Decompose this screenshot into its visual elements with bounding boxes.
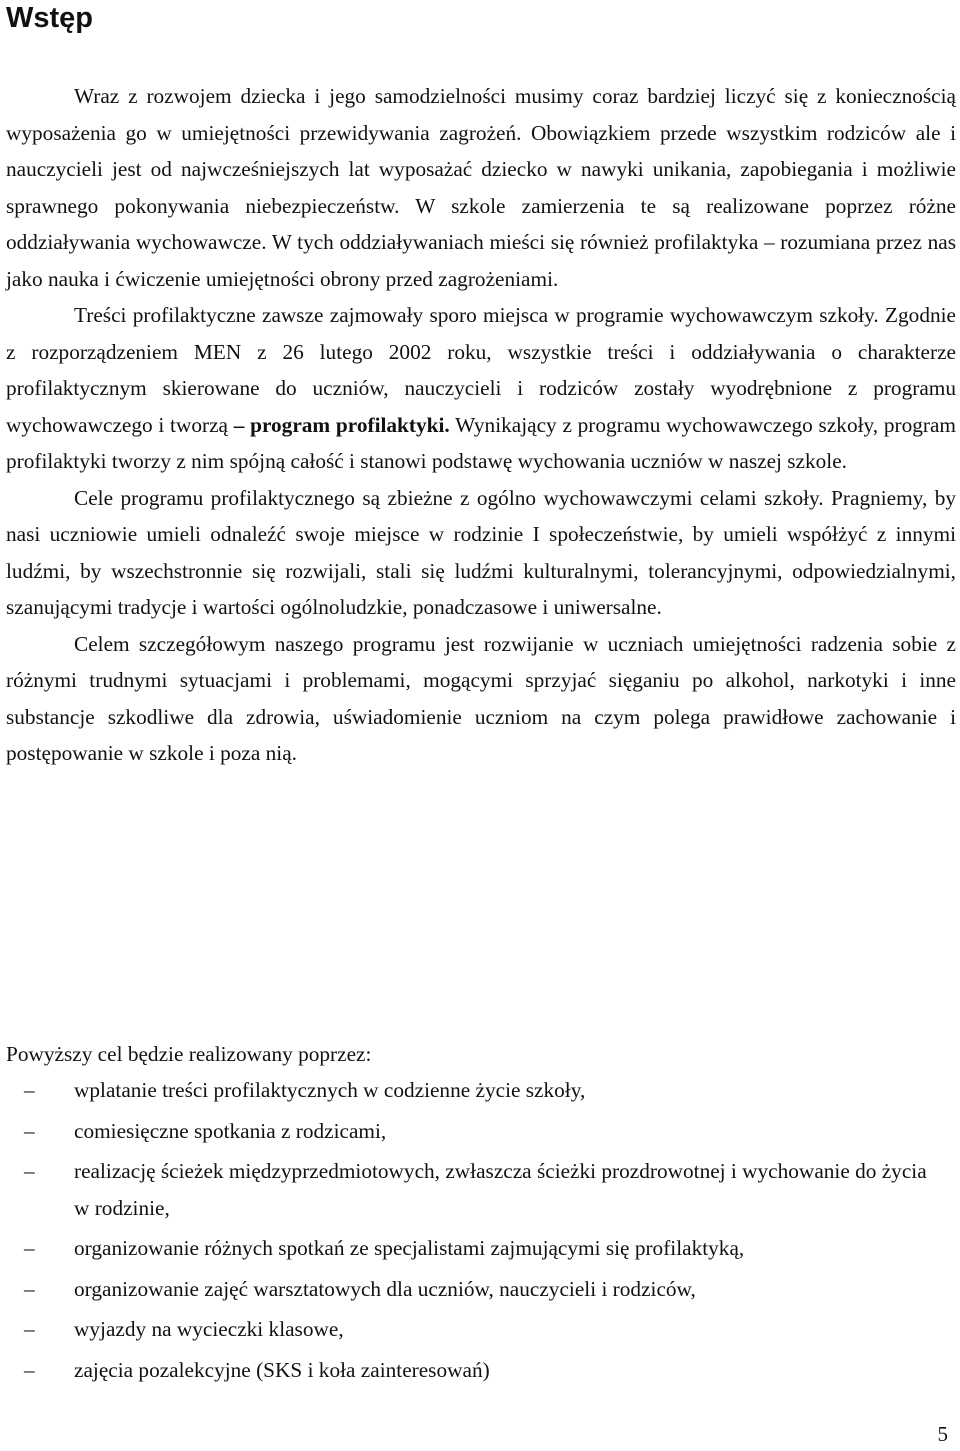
dash-bullet: – (24, 1118, 35, 1143)
list-item-text: organizowanie różnych spotkań ze specjalistami zajmującymi się profilaktyką, (74, 1236, 745, 1260)
dash-bullet: – (24, 1236, 35, 1260)
list-item (6, 1230, 946, 1267)
list-item-text: zajęcia pozalekcyjne (SKS i koła zainteresowań) (74, 1357, 490, 1382)
list-item (6, 1113, 946, 1150)
dash-bullet: – (24, 1159, 35, 1183)
program-profilaktyki-bold: – program profilaktyki. (233, 412, 450, 437)
list-item-text: comiesięczne spotkania z rodzicami, (74, 1118, 387, 1143)
paragraph-2-text-end: Wynikający z programu wychowawczego szkoły, program profilaktyki tworzy z nim spójną całość i stanowi podstawę wychowania uczniów w naszej szkole. (6, 412, 956, 473)
list-item (6, 1271, 946, 1308)
list-item-text: organizowanie zajęć warsztatowych dla uczniów, nauczycieli i rodziców, (74, 1276, 696, 1301)
paragraph-2 (6, 297, 956, 480)
measures-list (6, 1072, 946, 1392)
list-item (6, 1153, 946, 1226)
dash-bullet: – (24, 1357, 35, 1382)
paragraph-2-text-start: Treści profilaktyczne zawsze zajmowały sporo miejsca w programie wychowawczym szkoły. Zgodnie z rozporządzeniem MEN z 26 lutego 2002 roku, wszystkie treści i oddziaływania o charakterze profilaktycznym skierowane do uczniów, nauczycieli i rodziców zostały wyodrębnione z programu wychowawczego i tworzą (6, 303, 956, 437)
list-item-text: realizację ścieżek międzyprzedmiotowych, zwłaszcza ścieżki prozdrowotnej i wychowanie do życia w rodzinie, (74, 1159, 927, 1220)
list-item (6, 1072, 946, 1109)
section-heading: Wstęp (6, 2, 93, 34)
paragraph-4: Celem szczegółowym naszego programu jest rozwijanie w uczniach umiejętności radzenia sobie z różnymi trudnymi sytuacjami i problemami, mogącymi sprzyjać sięganiu po alkohol, narkotyki i inne substancje szkodliwe dla zdrowia, uświadomienie uczniom na czym polega prawidłowe zachowanie i postępowanie w szkole i poza nią. (6, 631, 956, 765)
list-item-text: wplatanie treści profilaktycznych w codzienne życie szkoły, (74, 1078, 586, 1102)
list-item (6, 1311, 946, 1348)
dash-bullet: – (24, 1317, 35, 1341)
dash-bullet: – (24, 1276, 35, 1301)
list-item (6, 1352, 946, 1389)
page-number: 5 (937, 1422, 948, 1446)
body-text (6, 78, 956, 772)
paragraph-3: Cele programu profilaktycznego są zbieżne z ogólno wychowawczymi celami szkoły. Pragniemy, by nasi uczniowie umieli odnaleźć swoje miejsce w rodzinie I społeczeństwie, by umieli współżyć z innymi ludźmi, by wszechstronnie się rozwijali, stali się ludźmi kulturalnymi, tolerancyjnymi, odpowiedzialnymi, szanującymi tradycje i wartości ogólnoludzkie, ponadczasowe i uniwersalne. (6, 485, 956, 619)
paragraph-1: Wraz z rozwojem dziecka i jego samodzielności musimy coraz bardziej liczyć się z koniecznością wyposażenia go w umiejętności przewidywania zagrożeń. Obowiązkiem przede wszystkim rodziców ale i nauczycieli jest od najwcześniejszych lat wyposażać dziecko w nawyki unikania, zapobiegania i możliwie sprawnego pokonywania niebezpieczeństw. W szkole zamierzenia te są realizowane poprzez różne oddziaływania wychowawcze. W tych oddziaływaniach mieści się również profilaktyka – rozumiana przez nas jako nauka i ćwiczenie umiejętności obrony przed zagrożeniami. (6, 84, 956, 291)
list-item-text: wyjazdy na wycieczki klasowe, (74, 1317, 344, 1341)
dash-bullet: – (24, 1078, 35, 1102)
list-intro: Powyższy cel będzie realizowany poprzez: (6, 1042, 372, 1066)
